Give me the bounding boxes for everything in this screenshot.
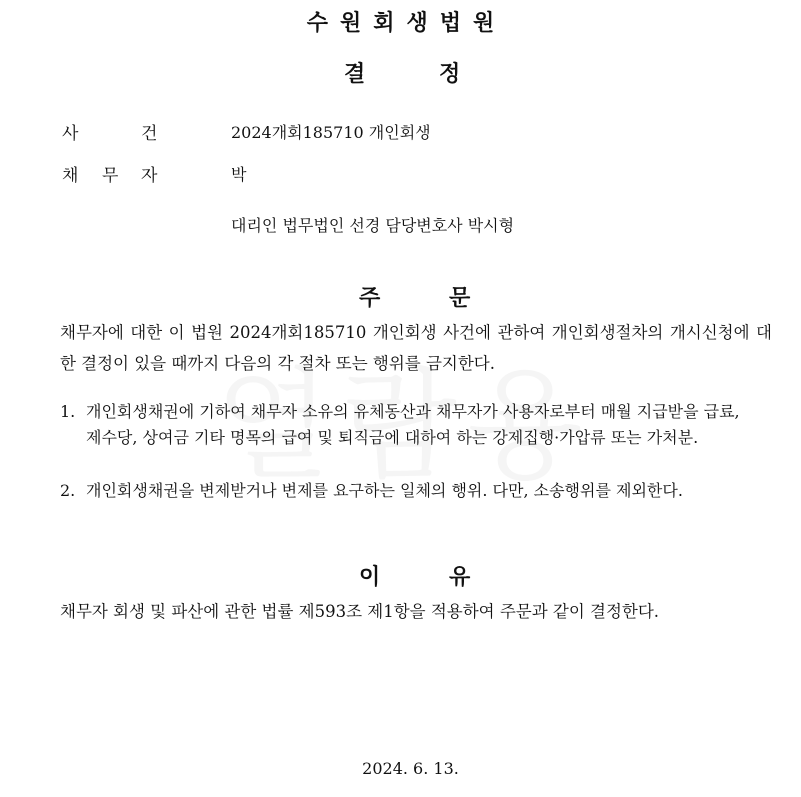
doc-type-char-2: 정 <box>439 62 461 87</box>
order-heading-char-2: 문 <box>449 286 471 311</box>
doc-type-char-1: 결 <box>344 62 366 87</box>
reason-heading-char-1: 이 <box>359 565 381 590</box>
debtor-name: 박 <box>231 165 247 184</box>
reason-text: 채무자 회생 및 파산에 관한 법률 제593조 제1항을 적용하여 주문과 같이 결정한다. <box>60 602 660 621</box>
order-item-2 <box>60 478 760 504</box>
debtor-label-char-3: 자 <box>141 166 158 186</box>
order-heading-char-1: 주 <box>359 286 381 311</box>
case-label-char-2: 건 <box>141 124 158 144</box>
debtor-label-char-1: 채 <box>62 166 79 186</box>
decision-date: 2024. 6. 13. <box>362 759 459 778</box>
order-item-number: 1. <box>60 402 76 421</box>
case-number: 2024개회185710 개인회생 <box>231 123 431 142</box>
case-label-char-1: 사 <box>62 124 79 144</box>
order-item-text: 개인회생채권을 변제받거나 변제를 요구하는 일체의 행위. 다만, 소송행위를 제외한다. <box>86 481 683 500</box>
court-name: 수원회생법원 <box>306 11 507 36</box>
order-item-text: 개인회생채권에 기하여 채무자 소유의 유체동산과 채무자가 사용자로부터 매월 지급받을 급료, 제수당, 상여금 기타 명목의 급여 및 퇴직금에 대하여 하는 강제집행·가압류 또는 가처분. <box>86 402 740 447</box>
order-text: 채무자에 대한 이 법원 2024개회185710 개인회생 사건에 관하여 개인회생절차의 개시신청에 대한 결정이 있을 때까지 다음의 각 절차 또는 행위를 금지한다. <box>60 323 772 373</box>
debtor-label-char-2: 무 <box>102 166 119 186</box>
order-item-1 <box>60 399 760 451</box>
order-item-number: 2. <box>60 481 76 500</box>
reason-heading-char-2: 유 <box>449 565 471 590</box>
agent-info: 대리인 법무법인 선경 담당변호사 박시형 <box>231 216 515 235</box>
